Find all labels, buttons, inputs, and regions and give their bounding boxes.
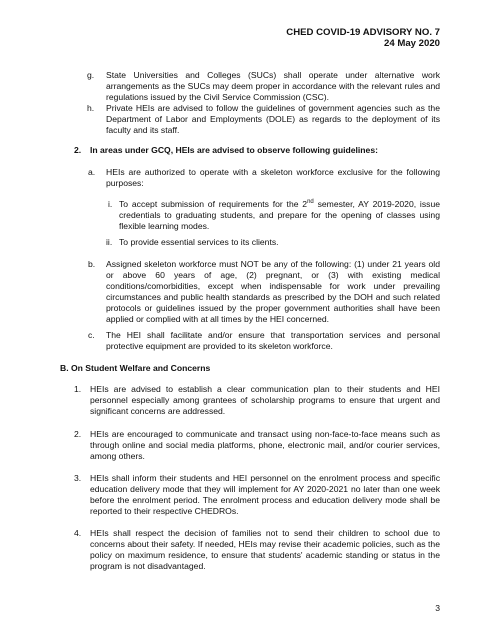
welfare-item-1: HEIs are advised to establish a clear communication plan to their students and HEI personnel especially among grantees of scholarship programs to ensure that urgent and significant concerns are addressed. xyxy=(90,384,440,416)
list-marker: g. xyxy=(87,70,95,80)
welfare-item-4: HEIs shall respect the decision of families not to send their children to school due to concerns about their safety. If needed, HEIs may revise their academic policies, such as the policy on maximum residence, to ensure that students' academic standing or status in the program is not disadvantaged. xyxy=(90,528,440,571)
list-marker: c. xyxy=(88,330,95,340)
section-heading-student-welfare: B. On Student Welfare and Concerns xyxy=(60,363,211,373)
sub-item-ii: To provide essential services to its clients. xyxy=(119,237,279,247)
section-number: 2. xyxy=(74,145,82,155)
list-item-a: HEIs are authorized to operate with a skeleton workforce exclusive for the following purposes: xyxy=(106,167,440,188)
list-marker: a. xyxy=(88,167,96,177)
list-marker: h. xyxy=(87,103,95,113)
sub-item-i: To accept submission of requirements for the 2nd semester, AY 2019-2020, issue credentials to graduating students, and prepare for the opening of classes using flexible learning modes. xyxy=(119,199,440,231)
list-marker: 1. xyxy=(74,384,82,394)
list-marker: 4. xyxy=(74,528,82,538)
list-marker: 2. xyxy=(74,429,82,439)
advisory-title: CHED COVID-19 ADVISORY NO. 7 xyxy=(286,27,440,38)
list-item-g: State Universities and Colleges (SUCs) shall operate under alternative work arrangements as the SUCs may deem proper in accordance with the relevant rules and regulations issued by the Civil Service Commission (CSC). xyxy=(106,70,440,102)
page-number: 3 xyxy=(435,603,440,613)
list-item-h: Private HEIs are advised to follow the guidelines of government agencies such as the Department of Labor and Employments (DOLE) as regards to the deployment of its faculty and its staff. xyxy=(106,103,440,135)
welfare-item-2: HEIs are encouraged to communicate and transact using non-face-to-face means such as through online and social media platforms, phone, electronic mail, and/or courier services, among others. xyxy=(90,429,440,461)
section-heading-gcq: In areas under GCQ, HEIs are advised to observe following guidelines: xyxy=(90,145,378,155)
welfare-item-3: HEIs shall inform their students and HEI personnel on the enrolment process and specific education delivery mode that they will implement for AY 2020-2021 no later than one week before the enrolment period. The enrolment process and education delivery mode shall be reported to their respective CHEDROs. xyxy=(90,473,440,516)
roman-marker: i. xyxy=(108,199,113,209)
list-item-c: The HEI shall facilitate and/or ensure that transportation services and personal protective equipment are provided to its skeleton workforce. xyxy=(106,330,440,351)
advisory-date: 24 May 2020 xyxy=(383,38,440,49)
document-header xyxy=(286,27,440,49)
list-marker: 3. xyxy=(74,473,82,483)
list-marker: b. xyxy=(88,259,96,269)
list-item-b: Assigned skeleton workforce must NOT be any of the following: (1) under 21 years old or above 60 years of age, (2) pregnant, or (3) with existing medical conditions/comorbidities, except when indispensable for work under prevailing circumstances and public health standards as prescribed by the DOH and such related protocols or guidelines issued by the proper government authorities shall have been applied or complied with at all times by the HEI concerned. xyxy=(106,259,440,324)
roman-marker: ii. xyxy=(106,237,113,247)
